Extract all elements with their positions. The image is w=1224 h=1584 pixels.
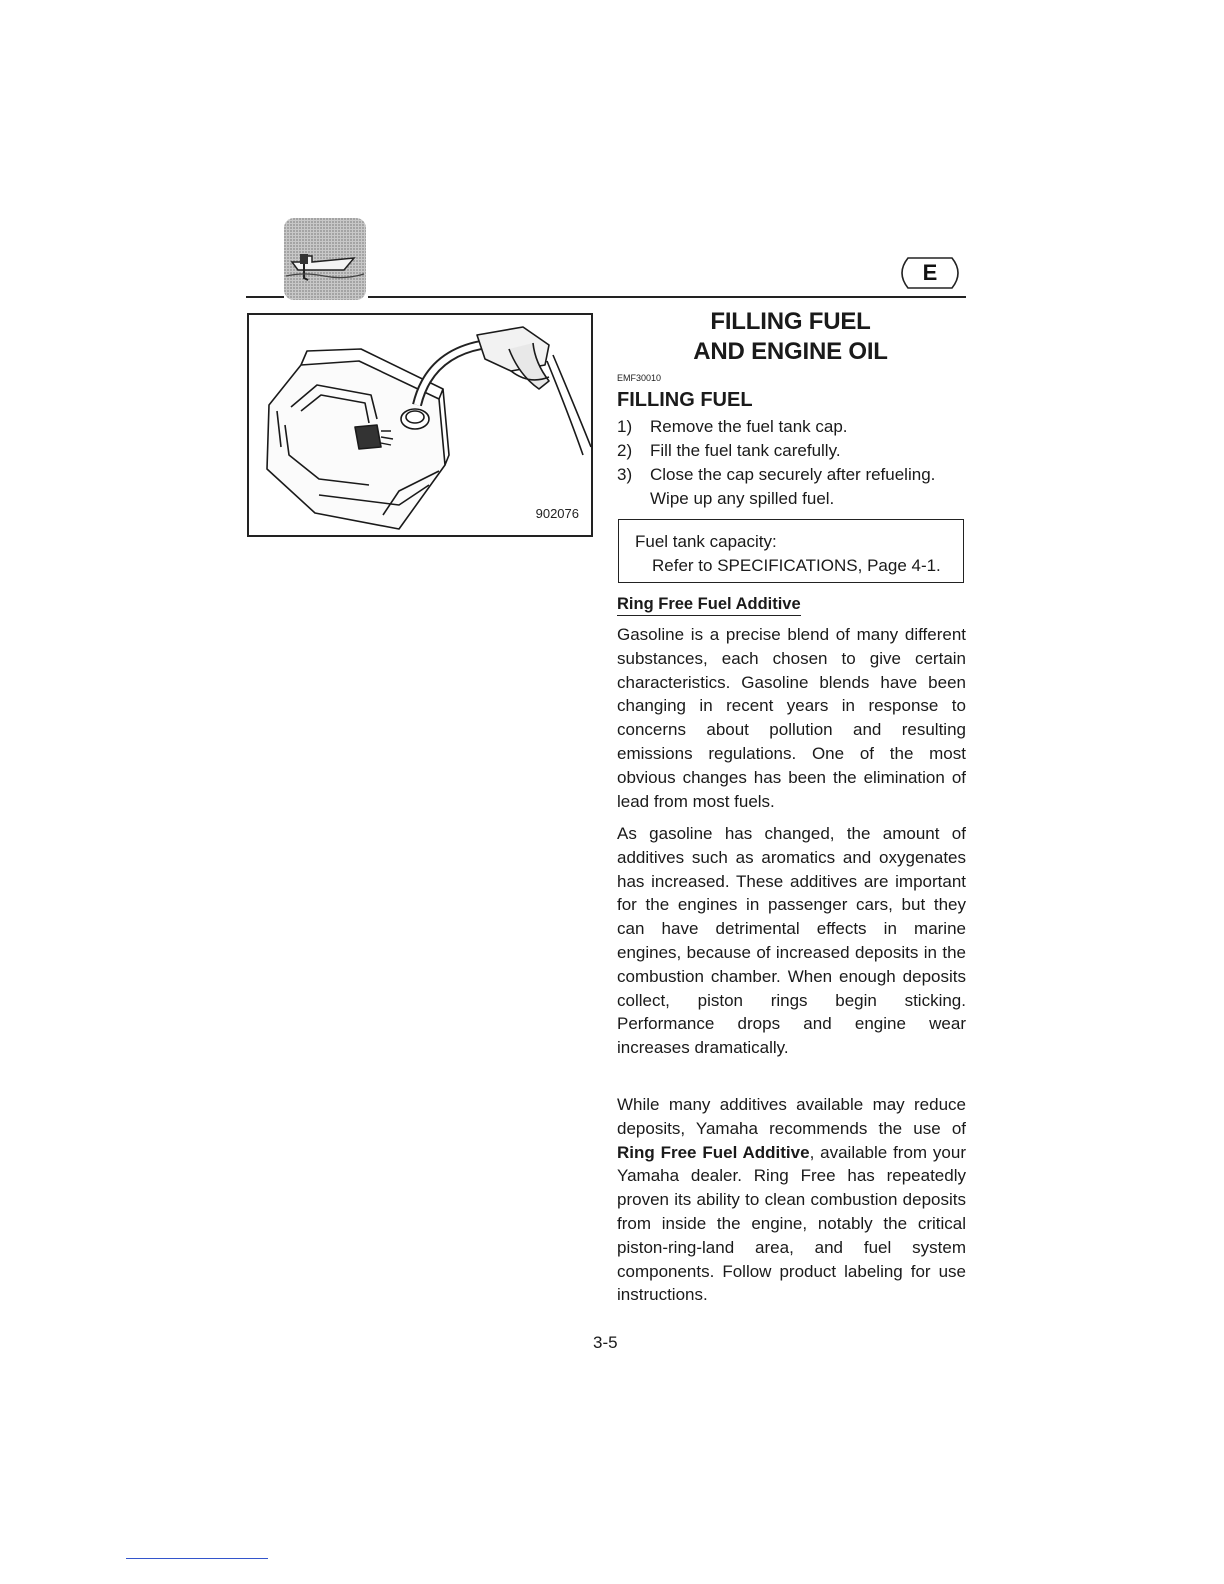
- step-text: Remove the fuel tank cap.: [650, 417, 848, 436]
- paragraph-3-start: While many additives available may reduce deposits, Yamaha recommends the use of: [617, 1095, 966, 1138]
- header-rule-left: [246, 296, 284, 298]
- figure-frame: [247, 313, 593, 537]
- page-title: [617, 307, 964, 367]
- page-number: 3-5: [593, 1333, 618, 1352]
- step-number: 3): [617, 465, 633, 484]
- step-number: 2): [617, 441, 633, 460]
- step-text: Close the cap securely after refueling. Wipe up any spilled fuel.: [650, 465, 936, 508]
- outboard-boat-icon: [284, 218, 366, 300]
- spec-label: Fuel tank capacity:: [635, 532, 777, 551]
- paragraph-1: Gasoline is a precise blend of many different substances, each chosen to give certain characteristics. Gasoline blends have been changing in recent years in response to concerns about pollution and resulting emissions regulations. One of the most obvious changes has been the elimination of lead from most fuels.: [617, 625, 966, 811]
- page-title-line1: FILLING FUEL: [710, 308, 871, 335]
- paragraph-3: [617, 1093, 966, 1307]
- language-badge: E: [922, 260, 938, 285]
- figure-number: 902076: [535, 506, 579, 521]
- reference-code: EMF30010: [617, 373, 662, 383]
- header-rule-right: [368, 296, 966, 298]
- list-item: [617, 439, 967, 463]
- spec-value: Refer to SPECIFICATIONS, Page 4-1.: [652, 555, 941, 575]
- list-item: [617, 463, 967, 510]
- paragraph-2: As gasoline has changed, the amount of additives such as aromatics and oxygenates has increased. These additives are important for the engines in passenger cars, but they can have detrimental effects in marine engines, because of increased deposits in the combustion chamber. When enough deposits collect, piston rings begin sticking. Performance drops and engine wear increases dramatically.: [617, 824, 966, 1058]
- bottom-rule: [126, 1558, 268, 1559]
- step-text: Fill the fuel tank carefully.: [650, 441, 841, 460]
- paragraph-3-product: Ring Free Fuel Additive: [617, 1142, 810, 1162]
- list-item: [617, 415, 967, 439]
- step-number: 1): [617, 417, 633, 436]
- section-heading: FILLING FUEL: [617, 389, 753, 411]
- page-title-line2: AND ENGINE OIL: [693, 338, 888, 365]
- additive-heading: Ring Free Fuel Additive: [617, 595, 801, 616]
- spec-box: [618, 519, 964, 583]
- paragraph-3-end: , available from your Yamaha dealer. Ring Free has repeatedly proven its ability to clean combustion deposits from inside the engine, notably the critical piston-ring-land area, and fuel system components. Follow product labeling for use instructions.: [617, 1142, 966, 1305]
